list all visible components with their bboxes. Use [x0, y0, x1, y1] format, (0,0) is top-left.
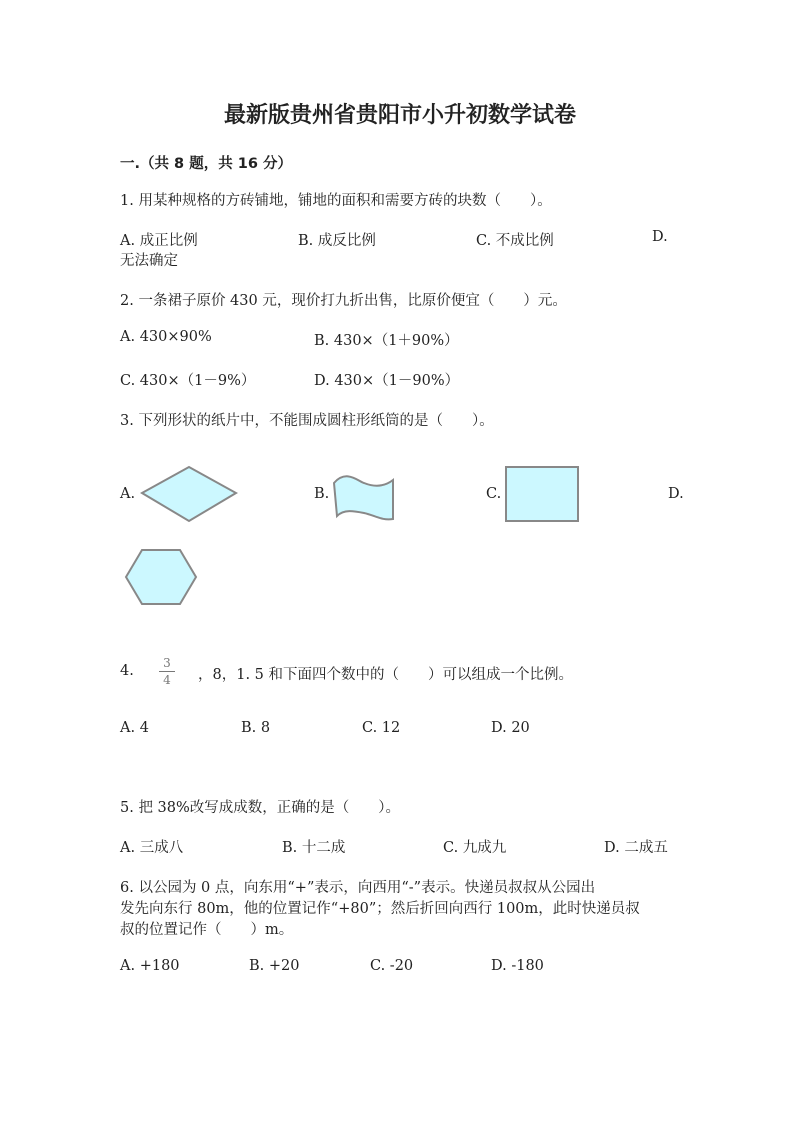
- q5-option-a[interactable]: A. 三成八: [120, 840, 184, 856]
- question-2-stem: 2. 一条裙子原价 430 元，现价打九折出售，比原价便宜（ ）元。: [120, 293, 567, 309]
- section-heading: 一.（共 8 题，共 16 分）: [120, 156, 292, 172]
- q6-option-b[interactable]: B. +20: [249, 958, 300, 974]
- question-6-line-1: 6. 以公园为 0 点，向东用“+”表示，向西用“-”表示。快递员叔叔从公园出: [120, 880, 596, 896]
- q2-option-d[interactable]: D. 430×（1－90%）: [314, 373, 460, 389]
- q5-option-d[interactable]: D. 二成五: [604, 840, 668, 856]
- page-title: 最新版贵州省贵阳市小升初数学试卷: [223, 103, 576, 128]
- q1-option-c[interactable]: C. 不成比例: [476, 233, 554, 249]
- q1-option-a[interactable]: A. 成正比例: [120, 233, 198, 249]
- q3-option-c[interactable]: C.: [486, 486, 502, 502]
- question-6-line-2: 发先向东行 80m，他的位置记作“+80”；然后折回向西行 100m，此时快递员叔: [120, 901, 640, 917]
- q1-option-d-label[interactable]: D.: [652, 229, 668, 245]
- question-4-number: 4.: [120, 663, 134, 679]
- q4-option-a[interactable]: A. 4: [120, 720, 149, 736]
- q3-option-b[interactable]: B.: [314, 486, 330, 502]
- fraction-denominator: 4: [163, 673, 171, 687]
- wavy-paper-shape: [332, 475, 396, 523]
- q5-option-c[interactable]: C. 九成九: [443, 840, 507, 856]
- q2-option-c[interactable]: C. 430×（1－9%）: [120, 373, 256, 389]
- q1-option-b[interactable]: B. 成反比例: [298, 233, 376, 249]
- q2-option-a[interactable]: A. 430×90%: [120, 329, 212, 345]
- q6-option-d[interactable]: D. -180: [491, 958, 544, 974]
- question-5-stem: 5. 把 38%改写成成数，正确的是（ ）。: [120, 800, 401, 816]
- fraction-three-quarters: [159, 656, 175, 687]
- q5-option-b[interactable]: B. 十二成: [282, 840, 346, 856]
- rectangle-shape: [505, 466, 579, 522]
- question-1-stem: 1. 用某种规格的方砖铺地，铺地的面积和需要方砖的块数（ ）。: [120, 193, 552, 209]
- question-3-stem: 3. 下列形状的纸片中，不能围成圆柱形纸筒的是（ ）。: [120, 413, 494, 429]
- question-4-stem: ，8，1. 5 和下面四个数中的（ ）可以组成一个比例。: [198, 667, 574, 683]
- fraction-numerator: 3: [163, 656, 171, 670]
- q4-option-b[interactable]: B. 8: [241, 720, 271, 736]
- hexagon-shape: [124, 548, 198, 606]
- rhombus-shape: [140, 465, 238, 523]
- question-6-line-3: 叔的位置记作（ ）m。: [120, 922, 294, 938]
- q1-option-d-text[interactable]: 无法确定: [120, 253, 178, 269]
- q6-option-a[interactable]: A. +180: [120, 958, 180, 974]
- q2-option-b[interactable]: B. 430×（1＋90%）: [314, 333, 459, 349]
- q4-option-d[interactable]: D. 20: [491, 720, 530, 736]
- q3-option-a[interactable]: A.: [120, 486, 136, 502]
- q6-option-c[interactable]: C. -20: [370, 958, 414, 974]
- q4-option-c[interactable]: C. 12: [362, 720, 401, 736]
- q3-option-d[interactable]: D.: [668, 486, 684, 502]
